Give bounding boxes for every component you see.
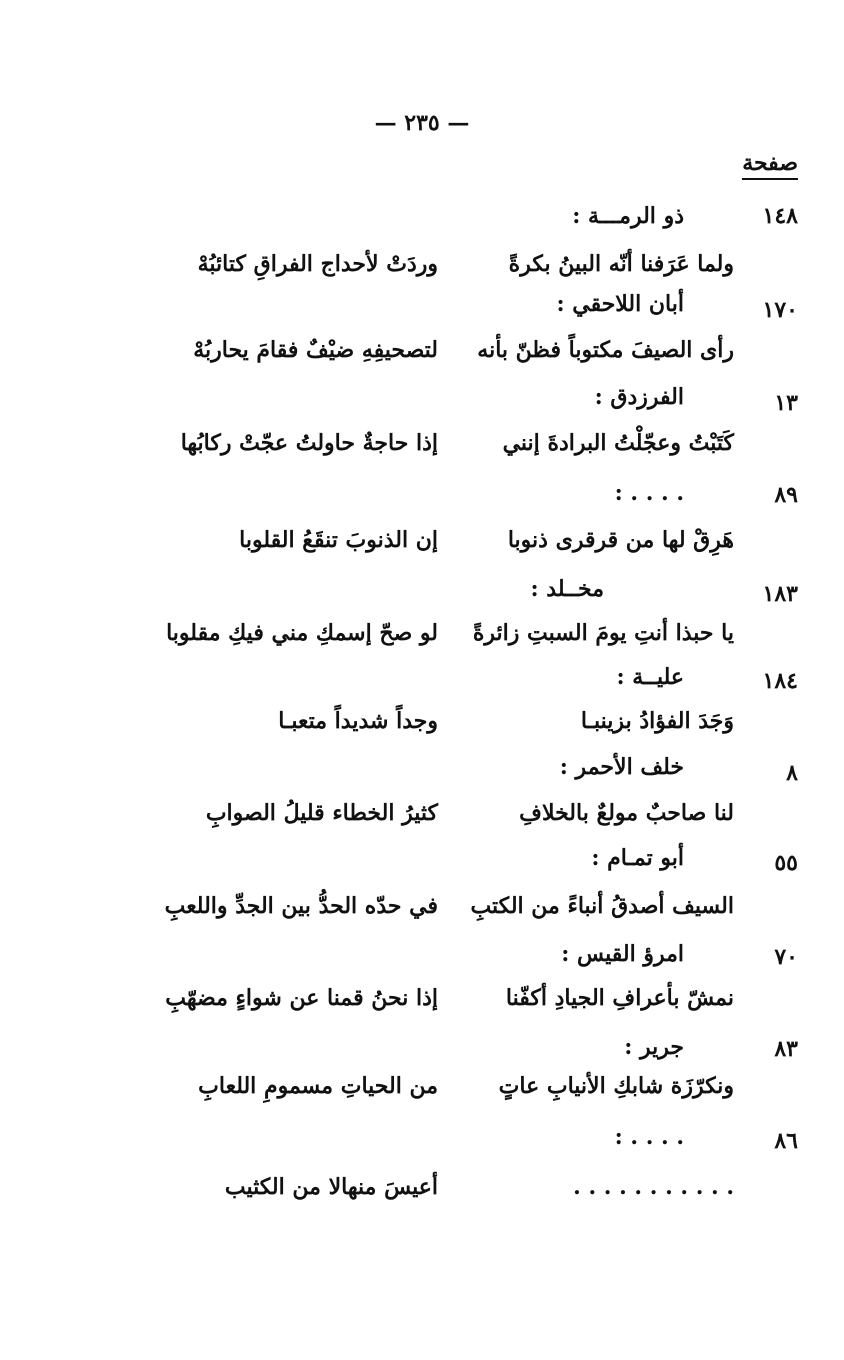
verse-second-hemistich: أعيسَ منهالا من الكثيب [224,1174,438,1200]
verse-first-hemistich: وَجَدَ الفؤادُ بزينبـا [580,708,734,734]
entry-page: ٨٦ [774,1128,798,1154]
verse-first-hemistich: رأى الصيفَ مكتوباً فظنّ بأنه [477,337,734,363]
verse-first-hemistich: السيف أصدقُ أنباءً من الكتبِ [470,893,734,919]
verse-second-hemistich: في حدّه الحدُّ بين الجدِّ واللعبِ [164,893,438,919]
entry-page: ١٤٨ [762,203,798,229]
entry-page: ٥٥ [774,850,798,876]
verse-first-hemistich: ونكرّزَة شابكِ الأنيابِ عاتٍ [498,1073,734,1099]
poet-name: ذو الرمـــة : [572,203,684,229]
verse-second-hemistich: كثيرُ الخطاء قليلُ الصوابِ [205,800,438,826]
entry-page: ٨ [786,760,798,786]
verse-first-hemistich: يا حبذا أنتِ يومَ السبتِ زائرةً [472,620,734,646]
entry-page: ٨٣ [774,1036,798,1062]
verse-second-hemistich: وجداً شديداً متعبـا [278,708,438,734]
entry-page: ١٨٤ [762,668,798,694]
poet-name: الفرزدق : [594,384,684,410]
column-header: صفحة [742,150,798,180]
verse-first-hemistich: كَتَبْتُ وعجّلْتُ البرادةَ إنني [502,430,734,456]
verse-first-hemistich: هَرِقْ لها من قرقرى ذنوبا [507,527,734,553]
poet-name: عليــة : [616,664,684,690]
verse-second-hemistich: إن الذنوبَ تنقَعُ القلوبا [239,527,438,553]
poet-name: . . . . : [614,480,684,506]
page-number: — ٢٣٥ — [374,110,470,136]
verse-second-hemistich: لو صحّ إسمكِ مني فيكِ مقلوبا [166,620,438,646]
verse-first-hemistich: . . . . . . . . . . . [573,1174,734,1200]
entry-page: ١٧٠ [762,297,798,323]
poet-name: أبو تمـام : [591,845,684,871]
verse-second-hemistich: من الحياتِ مسمومِ اللعابِ [198,1073,438,1099]
entry-page: ١٣ [774,390,798,416]
verse-first-hemistich: نمشّ بأعرافِ الجيادِ أكفّنا [505,985,734,1011]
verse-second-hemistich: إذا نحنُ قمنا عن شواءٍ مضهّبِ [165,985,438,1011]
poet-name: مخــلد : [530,576,604,602]
entry-page: ٧٠ [774,944,798,970]
poet-name: . . . . : [614,1124,684,1150]
entry-page: ٨٩ [774,482,798,508]
verse-first-hemistich: ولما عَرَفنا أنّه البينُ بكرةً [508,251,734,277]
poet-name: أبان اللاحقي : [556,291,684,317]
poet-name: امرؤ القيس : [561,941,684,967]
verse-second-hemistich: لتصحيفِهِ ضيْفٌ فقامَ يحاربُهْ [193,337,438,363]
entry-page: ١٨٣ [762,581,798,607]
verse-first-hemistich: لنا صاحبٌ مولعٌ بالخلافِ [519,800,734,826]
verse-second-hemistich: إذا حاجةٌ حاولتُ عجّتْ ركابُها [180,430,438,456]
poet-name: جرير : [624,1034,684,1060]
verse-second-hemistich: وردَتْ لأحداج الفراقِ كتائبُهْ [197,251,438,277]
poet-name: خلف الأحمر : [559,754,684,780]
